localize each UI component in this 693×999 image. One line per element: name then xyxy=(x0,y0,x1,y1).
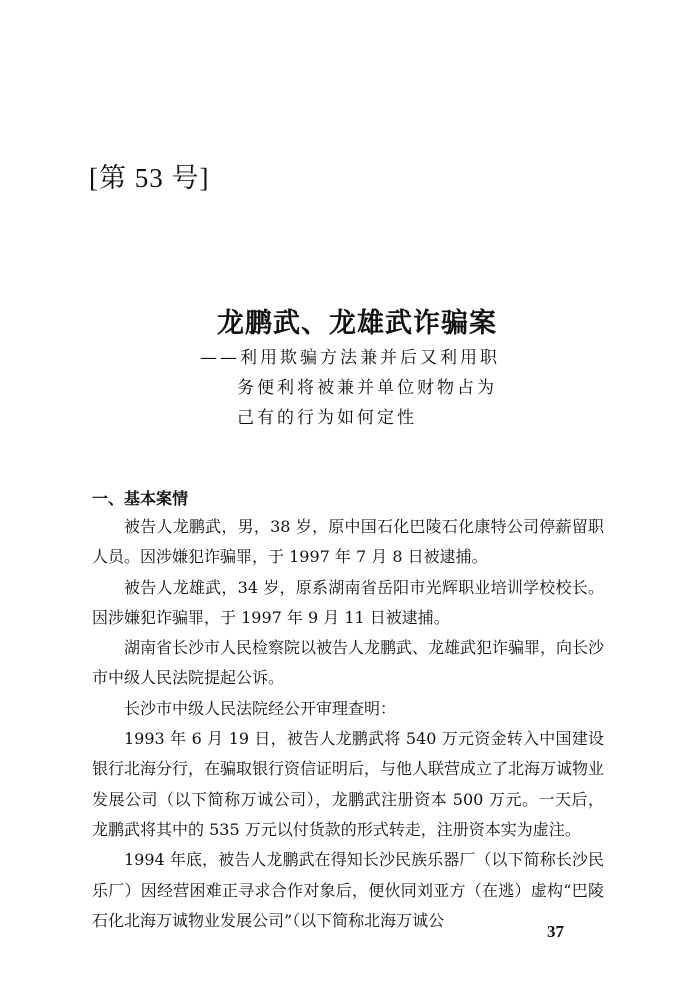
paragraph: 1993 年 6 月 19 日，被告人龙鹏武将 540 万元资金转入中国建设银行北海分行，在骗取银行资信证明后，与他人联营成立了北海万诚物业发展公司（以下简称万诚公司），龙鹏武注册资本 500 万元。一天后，龙鹏武将其中的 535 万元以付货款的形式转走，注册资本实为虚注。 xyxy=(92,729,605,839)
section-heading: 一、基本案情 xyxy=(92,489,189,508)
paragraph: 1994 年底，被告人龙鹏武在得知长沙民族乐器厂（以下简称长沙民乐厂）因经营困难正寻求合作对象后，便伙同刘亚方（在逃）虚构“巴陵石化北海万诚物业发展公司”（以下简称北海万诚公 xyxy=(92,850,604,930)
paragraph: 被告人龙鹏武，男，38 岁，原中国石化巴陵石化康特公司停薪留职人员。因涉嫌犯诈骗罪，于 1997 年 7 月 8 日被逮捕。 xyxy=(92,517,604,567)
subtitle-line: ——利用欺骗方法兼并后又利用职 xyxy=(200,348,500,368)
article-title: 龙鹏武、龙雄武诈骗案 xyxy=(217,308,497,339)
case-number: [第 53 号] xyxy=(89,163,210,193)
paragraph: 湖南省长沙市人民检察院以被告人龙鹏武、龙雄武犯诈骗罪，向长沙市中级人民法院提起公诉。 xyxy=(92,638,605,688)
subtitle-line: 务便利将被兼并单位财物占为 xyxy=(237,378,497,398)
paragraph: 被告人龙雄武，34 岁，原系湖南省岳阳市光辉职业培训学校校长。因涉嫌犯诈骗罪，于 1997 年 9 月 11 日被逮捕。 xyxy=(92,577,604,627)
article-subtitle xyxy=(200,343,500,433)
paragraph: 长沙市中级人民法院经公开审理查明： xyxy=(124,698,397,718)
page-number: 37 xyxy=(547,922,564,941)
subtitle-line: 己有的行为如何定性 xyxy=(237,408,417,428)
body-text xyxy=(92,512,604,936)
